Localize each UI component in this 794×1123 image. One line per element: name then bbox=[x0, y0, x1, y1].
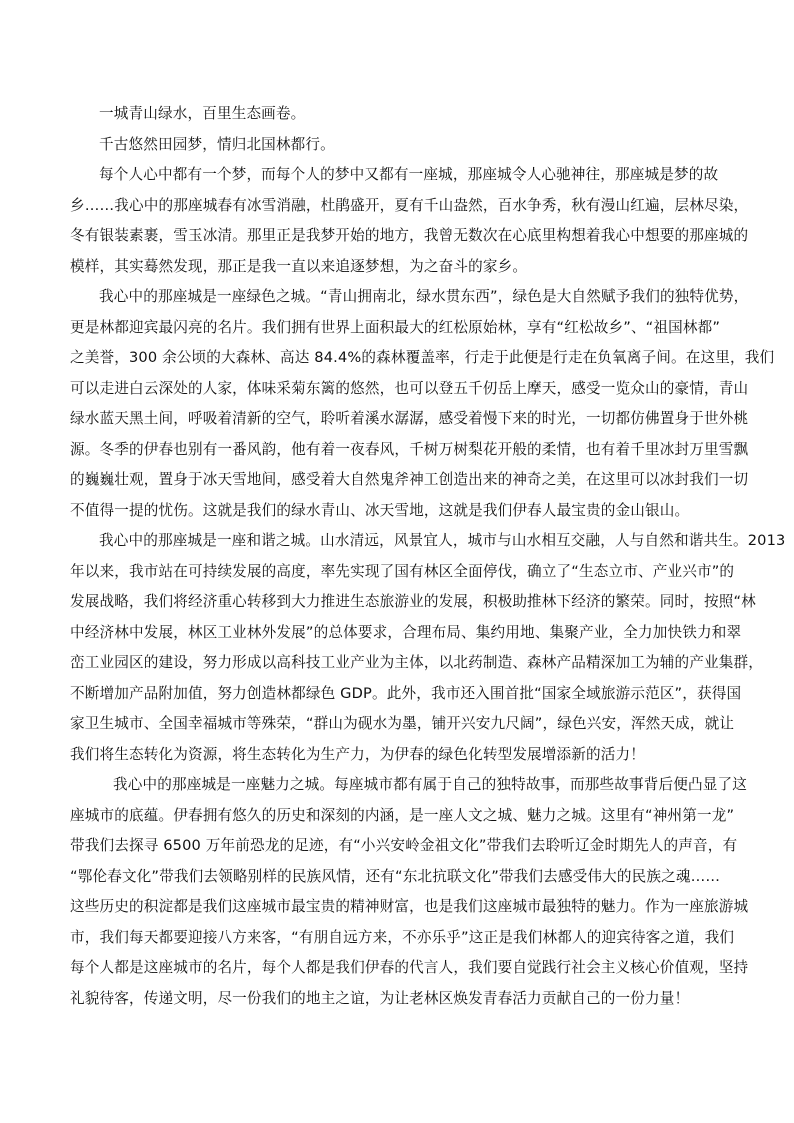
paragraph-line: 不值得一提的忧伤。这就是我们的绿水青山、冰天雪地，这就是我们伊春人最宝贵的金山银山。 bbox=[70, 501, 690, 519]
paragraph-line: 不断增加产品附加值，努力创造林都绿色 GDP。此外，我市还入围首批“国家全域旅游示范区”，获得国 bbox=[70, 684, 742, 702]
paragraph-intro bbox=[70, 160, 749, 282]
paragraph-line: 我心中的那座城是一座魅力之城。每座城市都有属于自己的独特故事，而那些故事背后便凸显了这 bbox=[113, 776, 747, 793]
paragraph-charming-city bbox=[70, 770, 749, 1014]
paragraph-line: 我们将生态转化为资源，将生态转化为生产力，为伊春的绿色化转型发展增添新的活力！ bbox=[70, 745, 646, 763]
paragraph-line: 座城市的底蕴。伊春拥有悠久的历史和深刻的内涵，是一座人文之城、魅力之城。这里有“神州第一龙” bbox=[70, 806, 735, 824]
paragraph-line: 峦工业园区的建设，努力形成以高科技工业产业为主体，以北药制造、森林产品精深加工为辅的产业集群， bbox=[70, 654, 763, 671]
paragraph-line: 年以来，我市站在可持续发展的高度，率先实现了国有林区全面停伐，确立了“生态立市、产业兴市”的 bbox=[70, 562, 735, 580]
paragraph-line: 每个人心中都有一个梦，而每个人的梦中又都有一座城，那座城令人心驰神往，那座城是梦的故 bbox=[99, 166, 719, 183]
paragraph-line: 发展战略，我们将经济重心转移到大力推进生态旅游业的发展，积极助推林下经济的繁荣。同时，按照“林 bbox=[70, 593, 756, 610]
paragraph-line: 绿水蓝天黑土间，呼吸着清新的空气，聆听着溪水潺潺，感受着慢下来的时光，一切都仿佛置身于世外桃 bbox=[70, 410, 749, 427]
paragraph-line: 冬有银装素裹，雪玉冰清。那里正是我梦开始的地方，我曾无数次在心底里构想着我心中想要的那座城的 bbox=[70, 227, 749, 244]
paragraph-line: 可以走进白云深处的人家，体味采菊东篱的悠然，也可以登五千仞岳上摩天，感受一览众山的豪情，青山 bbox=[70, 379, 749, 397]
paragraph-green-city bbox=[70, 282, 775, 526]
paragraph-harmonious-city bbox=[70, 526, 786, 770]
paragraph-line: 源。冬季的伊春也别有一番风韵，他有着一夜春风，千树万树梨花开般的柔情，也有着千里冰封万里雪飘 bbox=[70, 440, 749, 458]
paragraph-line: 我心中的那座城是一座绿色之城。“青山拥南北，绿水贯东西”，绿色是大自然赋予我们的独特优势， bbox=[99, 288, 749, 305]
opening-line-2: 千古悠然田园梦，情归北国林都行。 bbox=[99, 135, 335, 153]
paragraph-line: 的巍巍壮观，置身于冰天雪地间，感受着大自然鬼斧神工创造出来的神奇之美，在这里可以冰封我们一切 bbox=[70, 471, 749, 488]
paragraph-line: 更是林都迎宾最闪亮的名片。我们拥有世界上面积最大的红松原始林，享有“红松故乡”、“祖国林都” bbox=[70, 318, 721, 336]
paragraph-line: 每个人都是这座城市的名片，每个人都是我们伊春的代言人，我们要自觉践行社会主义核心价值观，坚持 bbox=[70, 959, 749, 976]
paragraph-line: 我心中的那座城是一座和谐之城。山水清远，风景宜人，城市与山水相互交融，人与自然和谐共生。2013 bbox=[99, 532, 786, 549]
essay-body bbox=[70, 99, 786, 1014]
paragraph-line: 礼貌待客，传递文明，尽一份我们的地主之谊，为让老林区焕发青春活力贡献自己的一份力量！ bbox=[70, 989, 690, 1007]
paragraph-line: 乡……我心中的那座城春有冰雪消融，杜鹃盛开，夏有千山盎然，百水争秀，秋有漫山红遍，层林尽染， bbox=[70, 196, 749, 214]
paragraph-line: 带我们去探寻 6500 万年前恐龙的足迹，有“小兴安岭金祖文化”带我们去聆听辽金时期先人的声音，有 bbox=[70, 837, 738, 854]
paragraph-line: 模样，其实蓦然发现，那正是我一直以来追逐梦想，为之奋斗的家乡。 bbox=[70, 257, 528, 275]
paragraph-line: 这些历史的积淀都是我们这座城市最宝贵的精神财富，也是我们这座城市最独特的魅力。作为一座旅游城 bbox=[70, 898, 749, 915]
paragraph-line: “鄂伦春文化”带我们去领略别样的民族风情，还有“东北抗联文化”带我们去感受伟大的民族之魂…… bbox=[70, 867, 721, 885]
paragraph-line: 市，我们每天都要迎接八方来客，“有朋自远方来，不亦乐乎”这正是我们林都人的迎宾待客之道，我们 bbox=[70, 928, 735, 946]
opening-line-1: 一城青山绿水，百里生态画卷。 bbox=[99, 105, 306, 122]
paragraph-line: 家卫生城市、全国幸福城市等殊荣，“群山为砚水为墨，铺开兴安九尺阔”，绿色兴安，浑然天成，就让 bbox=[70, 715, 735, 732]
paragraph-line: 中经济林中发展，林区工业林外发展”的总体要求，合理布局、集约用地、集聚产业，全力加快铁力和翠 bbox=[70, 623, 742, 641]
paragraph-line: 之美誉，300 余公顷的大森林、高达 84.4%的森林覆盖率，行走于此便是行走在负氧离子间。在这里，我们 bbox=[70, 349, 775, 366]
